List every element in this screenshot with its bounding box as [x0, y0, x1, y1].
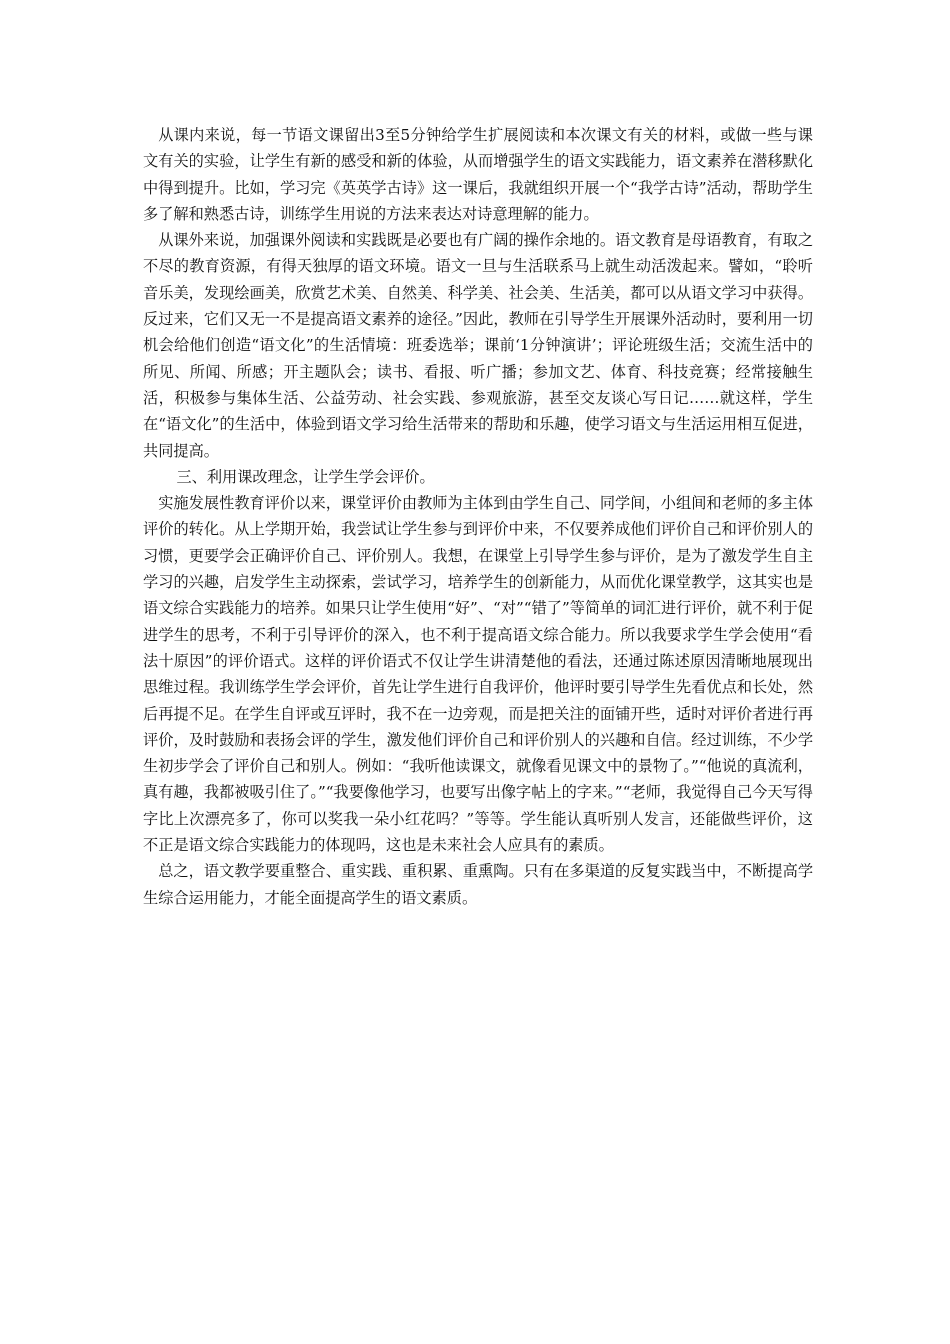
paragraph-in-class: 从课内来说，每一节语文课留出3至5分钟给学生扩展阅读和本次课文有关的材料，或做一些与课文有关的实验，让学生有新的感受和新的体验，从而增强学生的语文实践能力，语文素养在潜移默化中得到提升。比如，学习完《英英学古诗》这一课后，我就组织开展一个“我学古诗”活动，帮助学生多了解和熟悉古诗，训练学生用说的方法来表达对诗意理解的能力。	[143, 126, 813, 223]
paragraph-evaluation: 实施发展性教育评价以来，课堂评价由教师为主体到由学生自己、同学间，小组间和老师的多主体评价的转化。从上学期开始，我尝试让学生参与到评价中来，不仅要养成他们评价自己和评价别人的习惯，更要学会正确评价自己、评价别人。我想，在课堂上引导学生参与评价，是为了激发学生自主学习的兴趣，启发学生主动探索，尝试学习，培养学生的创新能力，从而优化课堂教学，这其实也是语文综合实践能力的培养。如果只让学生使用“好”、“对”“错了”等简单的词汇进行评价，就不利于促进学生的思考，不利于引导评价的深入，也不利于提高语文综合能力。所以我要求学生学会使用“看法十原因”的评价语式。这样的评价语式不仅让学生讲清楚他的看法，还通过陈述原因清晰地展现出思维过程。我训练学生学会评价，首先让学生进行自我评价，他评时要引导学生先看优点和长处，然后再提不足。在学生自评或互评时，我不在一边旁观，而是把关注的面铺开些，适时对评价者进行再评价，及时鼓励和表扬会评的学生，激发他们评价自己和评价别人的兴趣和自信。经过训练，不少学生初步学会了评价自己和别人。例如：“我听他读课文，就像看见课文中的景物了。”“他说的真流利，真有趣，我都被吸引住了。”“我要像他学习，也要写出像字帖上的字来。”“老师，我觉得自己今天写得字比上次漂亮多了，你可以奖我一朵小红花吗？”等等。学生能认真听别人发言，还能做些评价，这不正是语文综合实践能力的体现吗，这也是未来社会人应具有的素质。	[143, 494, 813, 855]
paragraph-out-of-class: 从课外来说，加强课外阅读和实践既是必要也有广阔的操作余地的。语文教育是母语教育，有取之不尽的教育资源，有得天独厚的语文环境。语文一旦与生活联系马上就生动活泼起来。譬如，“聆听音乐美，发现绘画美，欣赏艺术美、自然美、科学美、社会美、生活美，都可以从语文学习中获得。反过来，它们又无一不是提高语文素养的途径。”因此，教师在引导学生开展课外活动时，要利用一切机会给他们创造“语文化”的生活情境：班委选举；课前‘1分钟演讲’；评论班级生活；交流生活中的所见、所闻、所感；开主题队会；读书、看报、听广播；参加文艺、体育、科技竞赛；经常接触生活，积极参与集体生活、公益劳动、社会实践、参观旅游，甚至交友谈心写日记……就这样，学生在“语文化”的生活中，体验到语文学习给生活带来的帮助和乐趣，使学习语文与生活运用相互促进，共同提高。	[143, 231, 813, 460]
section-heading: 三、利用课改理念，让学生学会评价。	[176, 467, 435, 486]
document-page	[143, 122, 813, 911]
paragraph-conclusion: 总之，语文教学要重整合、重实践、重积累、重熏陶。只有在多渠道的反复实践当中，不断提高学生综合运用能力，才能全面提高学生的语文素质。	[143, 862, 813, 907]
